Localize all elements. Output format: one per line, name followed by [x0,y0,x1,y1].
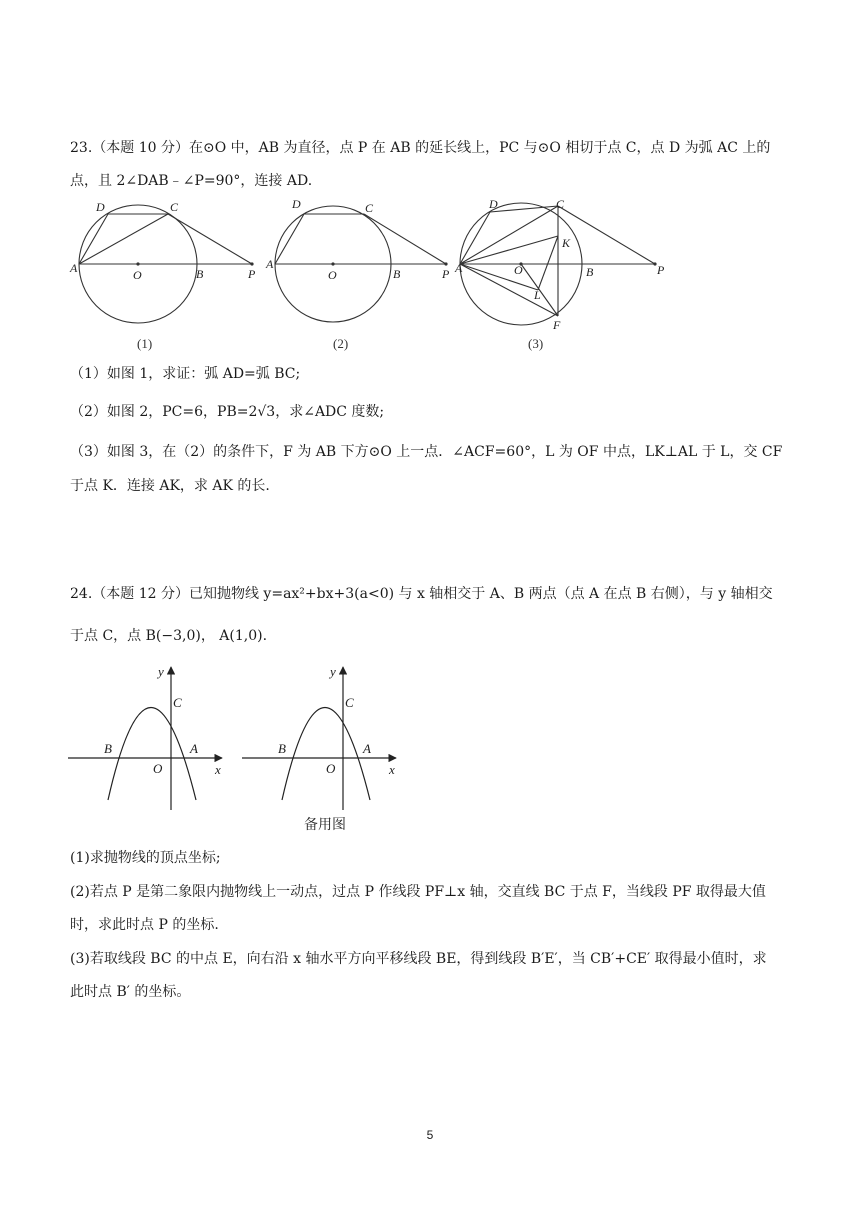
graph2-a-label: A [363,741,371,756]
q24-part2-cont: 时，求此时点 P 的坐标. [70,917,219,933]
q24-part2: (2)若点 P 是第二象限内抛物线上一动点，过点 P 作线段 PF⊥x 轴，交直线 BC 于点 F，当线段 PF 取得最大值 [70,884,766,900]
fig3-label-k: K [562,236,571,250]
graph1-y-label: y [158,664,164,679]
q24-figures [0,655,860,845]
q23-part1: （1）如图 1，求证：弧 AD=弧 BC; [70,366,301,382]
page-number: 5 [426,1128,434,1142]
fig2-label-c: C [365,201,374,215]
graph2-c-label: C [345,695,354,710]
fig2-label-a: A [266,257,274,271]
fig2-caption: (2) [333,336,349,351]
q23-figures [0,192,860,362]
fig3-label-d: D [489,197,498,211]
fig1-caption: (1) [137,336,153,351]
graph1-a-label: A [190,741,198,756]
q23-part2: （2）如图 2，PC=6，PB=2√3，求∠ADC 度数; [70,404,385,420]
q24-part3-cont: 此时点 B′ 的坐标。 [70,984,191,1000]
graph1-b-label: B [104,741,112,756]
backup-figure-label: 备用图 [304,818,346,833]
q23-part3-cont: 于点 K．连接 AK，求 AK 的长. [70,478,270,494]
graph1-o-label: O [153,761,163,776]
graph2-b-label: B [278,741,286,756]
fig1-label-c: C [170,200,179,214]
fig2-label-o: O [328,268,337,282]
fig2-label-b: B [393,267,401,281]
fig3-label-a: A [455,261,463,275]
q23-part3: （3）如图 3，在（2）的条件下，F 为 AB 下方⊙O 上一点．∠ACF=60°，L 为 OF 中点，LK⊥AL 于 L，交 CF [70,444,783,460]
graph2-y-label: y [330,664,336,679]
graph2-o-label: O [326,761,336,776]
fig3-label-f: F [553,318,561,332]
fig2-label-d: D [292,197,301,211]
q23-title: 23.（本题 10 分）在⊙O 中，AB 为直径，点 P 在 AB 的延长线上，PC 与⊙O 相切于点 C，点 D 为弧 AC 上的 [70,140,771,156]
graph2-x-label: x [389,762,395,777]
q24-title: 24.（本题 12 分）已知抛物线 y=ax²+bx+3(a<0) 与 x 轴相交于 A、B 两点（点 A 在点 B 右侧），与 y 轴相交 [70,586,773,602]
fig3-label-p: P [657,263,665,277]
fig3-label-c: C [556,197,565,211]
q24-part1: (1)求抛物线的顶点坐标; [70,850,221,866]
q24-title-cont: 于点 C，点 B(−3,0)， A(1,0). [70,628,268,644]
graph1-c-label: C [173,695,182,710]
fig3-label-l: L [534,288,541,302]
fig1-label-d: D [96,200,105,214]
graph1-x-label: x [215,762,221,777]
q24-part3: (3)若取线段 BC 的中点 E，向右沿 x 轴水平方向平移线段 BE，得到线段 B′E′，当 CB′+CE′ 取得最小值时，求 [70,951,767,967]
q23-title-cont: 点，且 2∠DAB﹣∠P=90°，连接 AD. [70,173,313,189]
fig1-label-o: O [133,268,142,282]
fig1-label-b: B [196,267,204,281]
fig1-label-a: A [70,261,78,275]
fig3-caption: (3) [528,336,544,351]
fig3-label-b: B [586,265,594,279]
fig3-label-o: O [514,263,523,277]
fig2-label-p: P [442,267,450,281]
fig1-label-p: P [248,267,256,281]
